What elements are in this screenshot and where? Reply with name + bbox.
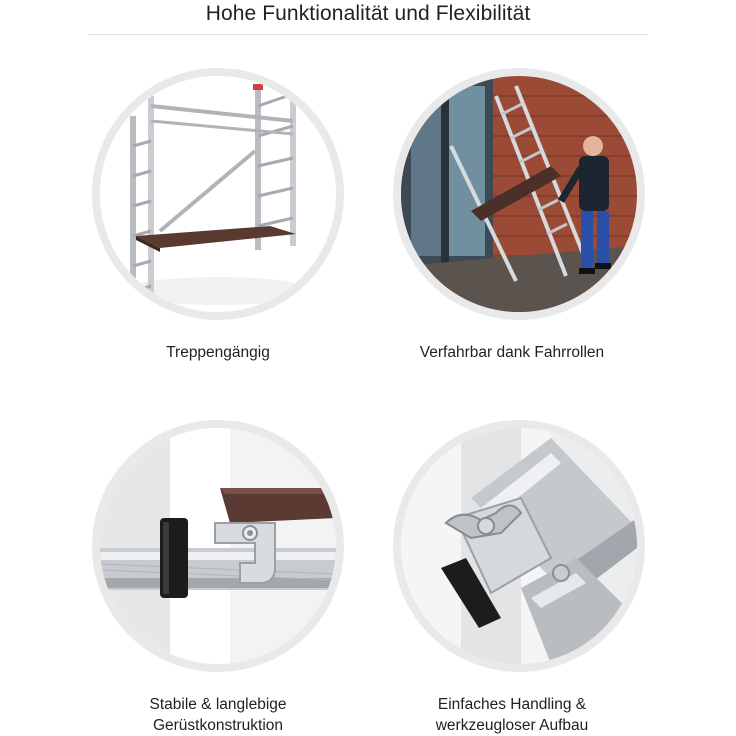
feature-caption-mobile: Verfahrbar dank Fahrrollen — [419, 344, 605, 361]
feature-caption-stable: Stabile & langlebige Gerüstkonstruktion — [149, 696, 287, 734]
title-divider — [88, 34, 648, 35]
worker-moving-scaffold-icon — [401, 76, 637, 312]
feature-image-scaffold — [92, 68, 344, 320]
feature-image-mobile — [393, 68, 645, 320]
feature-image-handling — [393, 420, 645, 672]
platform-hook-closeup-icon — [100, 428, 336, 664]
wing-nut-clamp-icon — [401, 428, 637, 664]
feature-caption-handling: Einfaches Handling & werkzeugloser Aufbau — [435, 696, 589, 734]
scaffold-icon — [100, 76, 336, 312]
feature-caption-stairs: Treppengängig — [166, 344, 270, 361]
page-title: Hohe Funktionalität und Flexibilität — [205, 2, 531, 25]
feature-image-stable — [92, 420, 344, 672]
